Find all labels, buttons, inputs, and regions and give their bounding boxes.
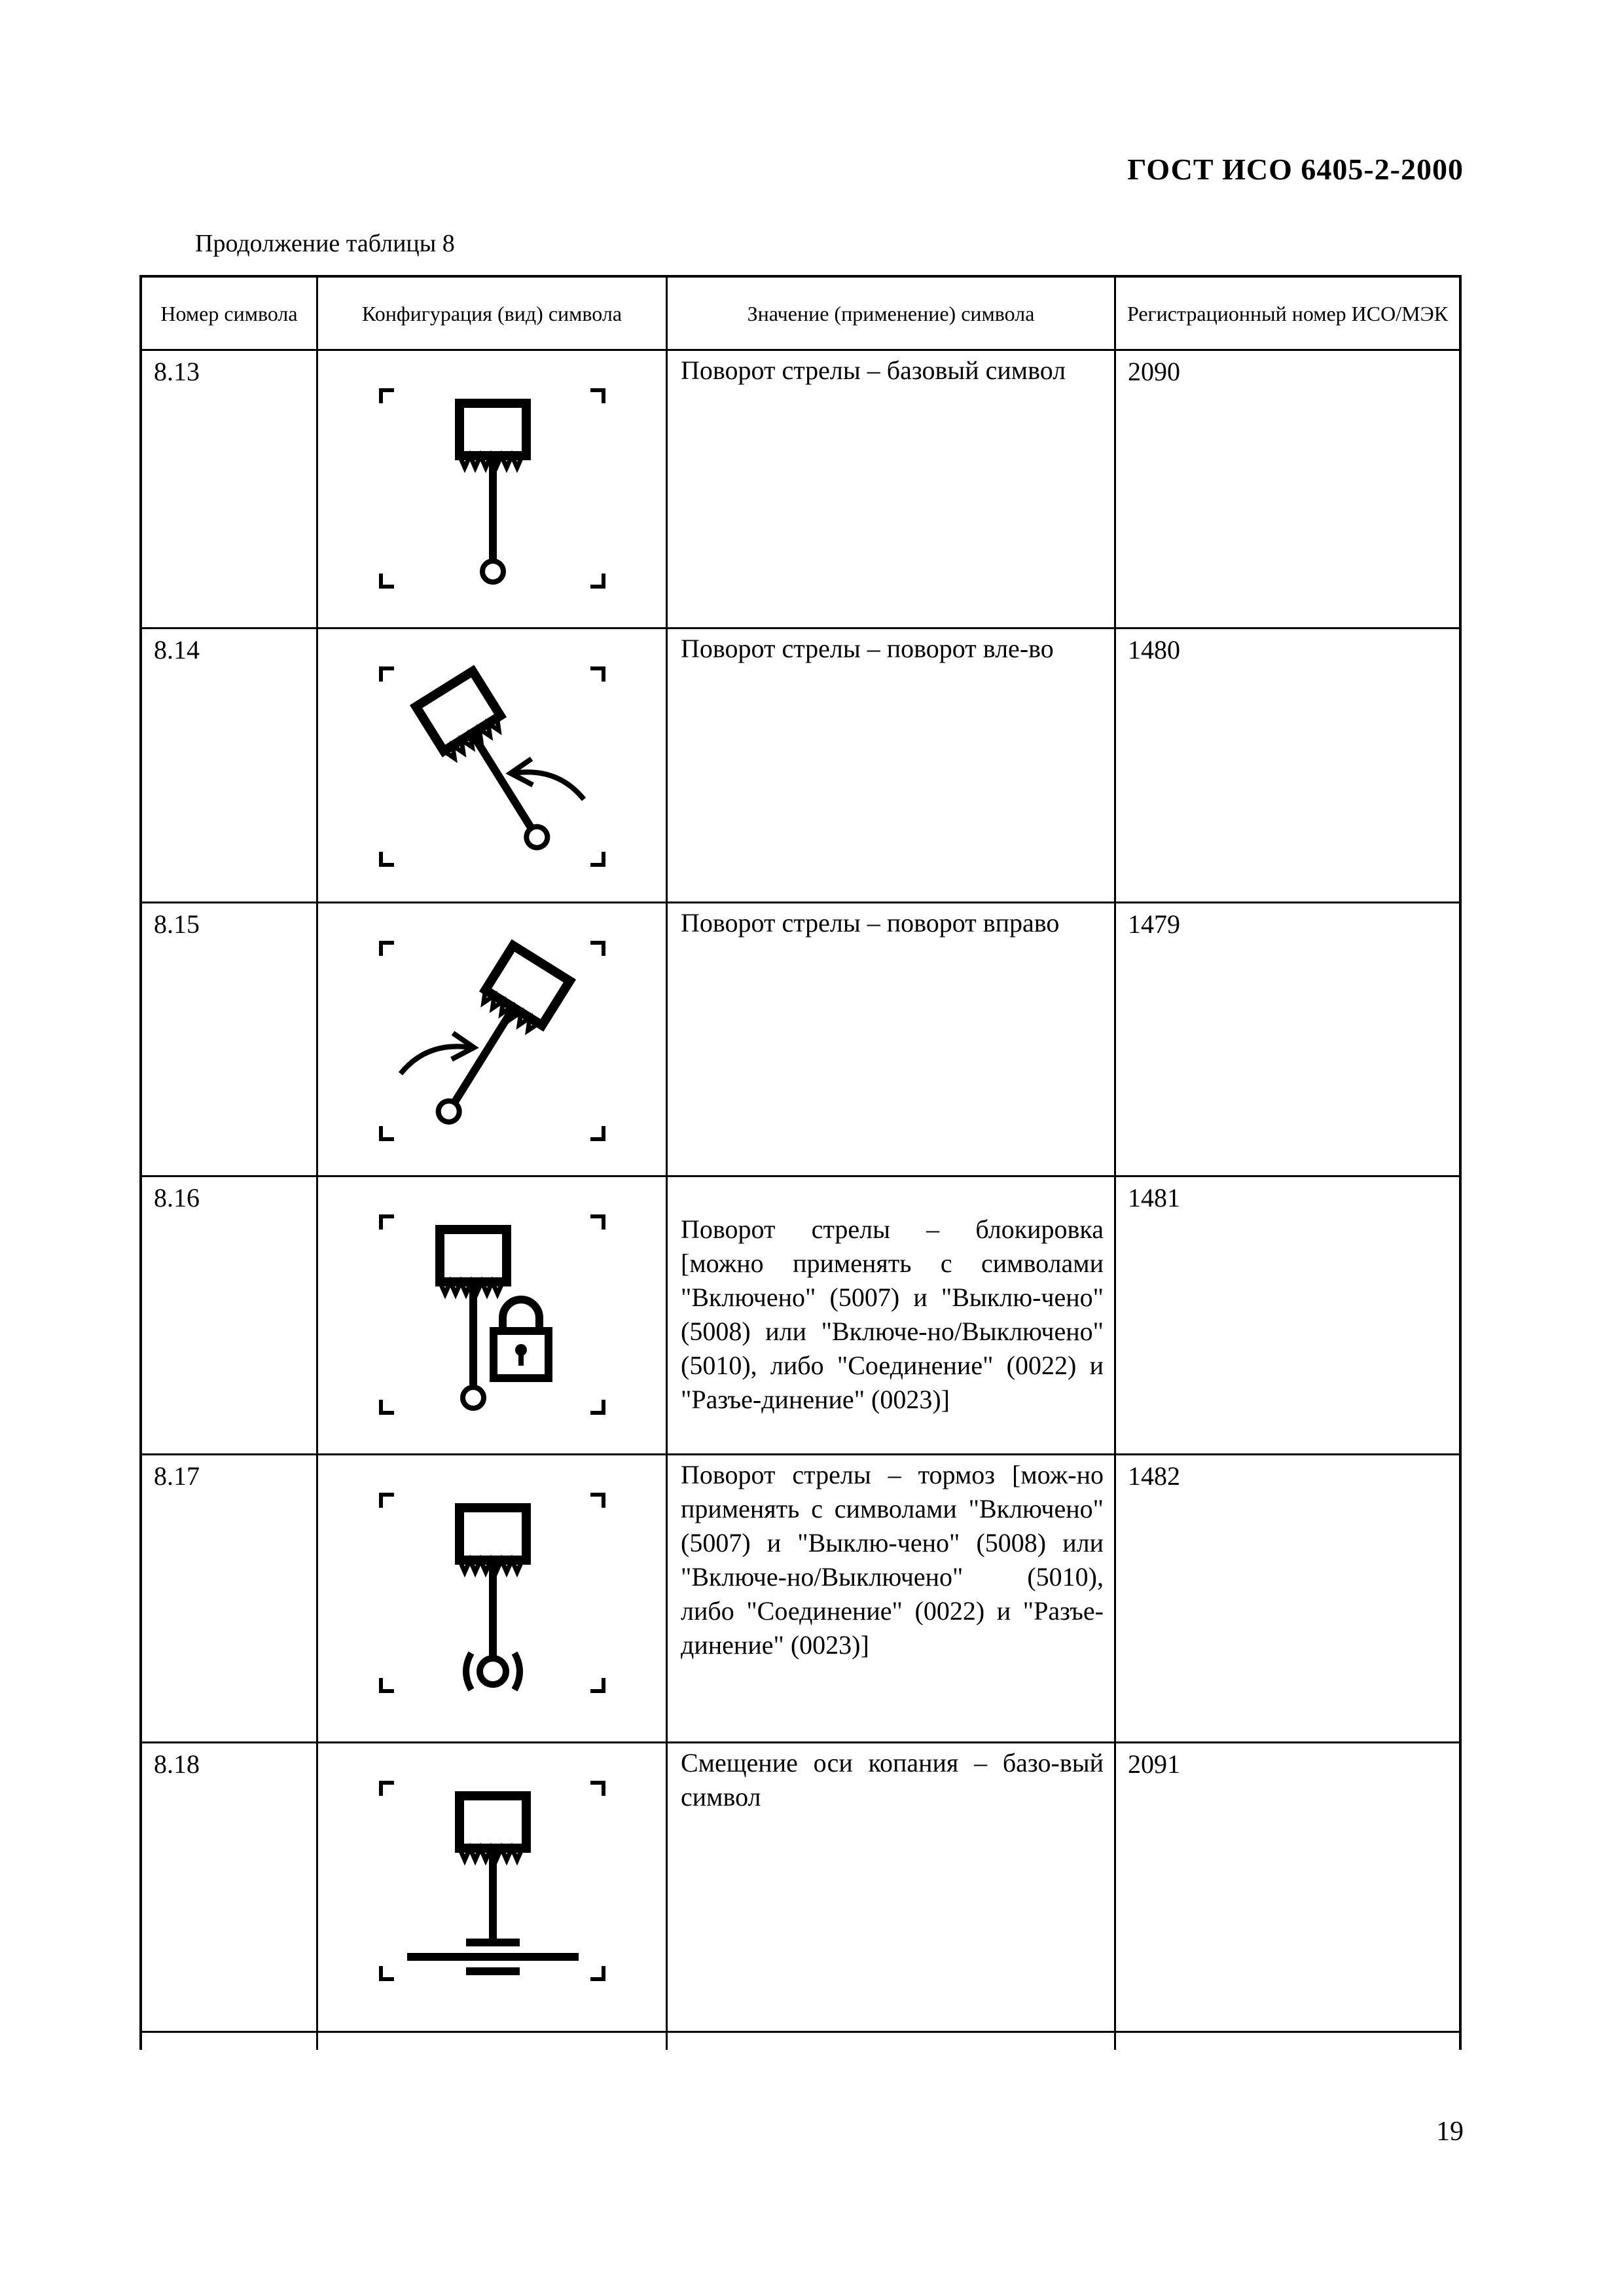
boom-swing-brake-icon (368, 1475, 617, 1711)
table-header-row (142, 278, 1459, 351)
symbol-number: 8.14 (142, 629, 318, 902)
symbol-cell (318, 1455, 668, 1741)
symbol-cell (318, 903, 668, 1175)
symbol-meaning: Поворот стрелы – тормоз [мож-но применять с символами "Включено" (5007) и "Выклю-чено" (5008) или "Включе-но/Выключено" (5010), либо "Соединение" (0022) и "Разъе-динение" (0023)] (668, 1455, 1116, 1741)
symbol-meaning: Поворот стрелы – блокировка [можно применять с символами "Включено" (5007) и "Выклю-чено" (5008) или "Включе-но/Выключено" (5010), либо "Соединение" (0022) и "Разъе-динение" (0023)] (668, 1177, 1116, 1453)
digging-axis-offset-icon (368, 1763, 617, 1999)
symbol-number: 8.15 (142, 903, 318, 1175)
symbol-number: 8.17 (142, 1455, 318, 1741)
registration-number: 1481 (1128, 1183, 1180, 1212)
table-row (142, 351, 1459, 629)
symbol-cell (318, 1743, 668, 2031)
symbol-cell (318, 1177, 668, 1453)
symbol-cell (318, 629, 668, 902)
symbols-table (139, 275, 1462, 2050)
table-caption: Продолжение таблицы 8 (195, 230, 455, 257)
table-row (142, 1743, 1459, 2033)
boom-swing-base-icon (368, 371, 617, 606)
boom-swing-right-icon (368, 923, 617, 1159)
column-header-registration: Регистрационный номер ИСО/МЭК (1126, 301, 1449, 325)
symbol-meaning: Поворот стрелы – базовый символ (668, 351, 1116, 627)
registration-number: 2091 (1128, 1749, 1180, 1779)
boom-swing-left-icon (368, 649, 617, 884)
table-continuation-row (142, 2033, 1459, 2050)
symbol-number: 8.18 (142, 1743, 318, 2031)
table-row (142, 629, 1459, 903)
table-row (142, 903, 1459, 1177)
symbol-meaning: Смещение оси копания – базо-вый символ (668, 1743, 1116, 2031)
symbol-number: 8.13 (142, 351, 318, 627)
registration-number: 2090 (1128, 357, 1180, 386)
symbol-number: 8.16 (142, 1177, 318, 1453)
document-header: ГОСТ ИСО 6405-2-2000 (1127, 153, 1464, 186)
symbol-cell (318, 351, 668, 627)
symbol-meaning: Поворот стрелы – поворот вправо (668, 903, 1116, 1175)
symbol-meaning: Поворот стрелы – поворот вле-во (668, 629, 1116, 902)
column-header-meaning: Значение (применение) символа (668, 278, 1116, 349)
table-row (142, 1455, 1459, 1743)
page-number: 19 (1436, 2117, 1464, 2147)
registration-number: 1480 (1128, 635, 1180, 665)
column-header-symbol: Конфигурация (вид) символа (318, 278, 668, 349)
table-row (142, 1177, 1459, 1455)
column-header-number: Номер символа (142, 278, 318, 349)
registration-number: 1482 (1128, 1461, 1180, 1491)
boom-swing-lock-icon (368, 1197, 617, 1432)
registration-number: 1479 (1128, 909, 1180, 939)
